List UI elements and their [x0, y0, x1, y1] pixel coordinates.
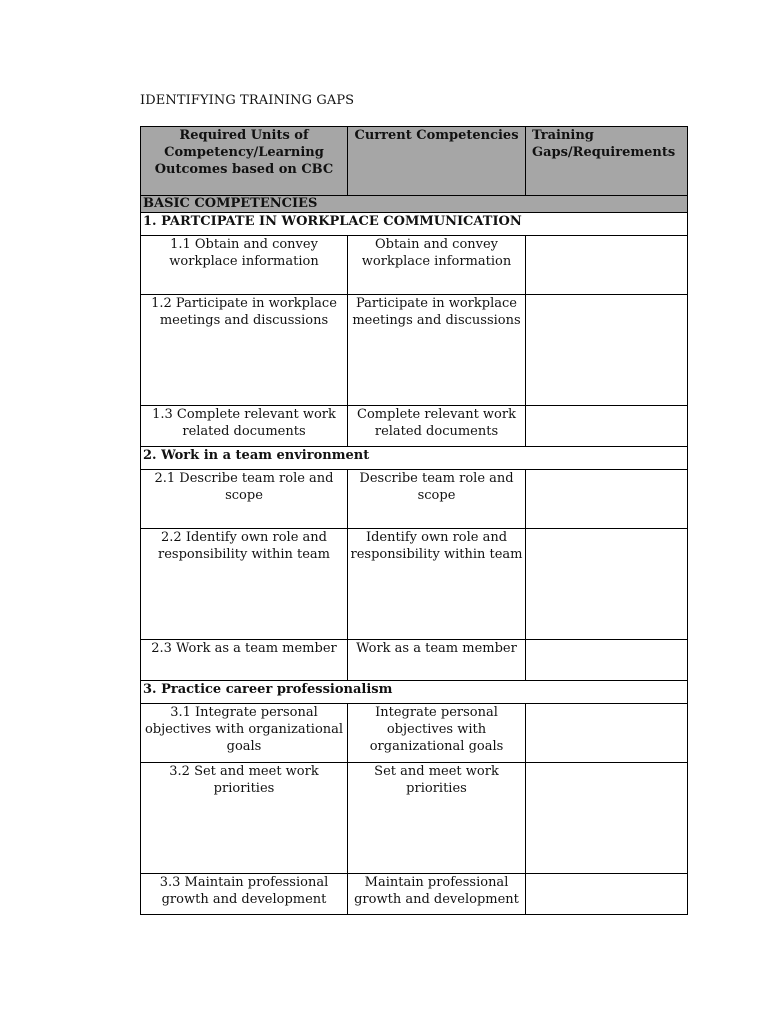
- gap-cell[interactable]: [526, 529, 688, 640]
- gap-cell[interactable]: [526, 704, 688, 763]
- basic-competencies-row: [141, 196, 688, 213]
- section-title: 2. Work in a team environment: [141, 447, 688, 470]
- table-row: [141, 529, 688, 640]
- header-row: [141, 127, 688, 196]
- table-row: [141, 640, 688, 681]
- table-row: [141, 874, 688, 915]
- current-cell: Maintain professional growth and development: [348, 874, 526, 915]
- required-cell: 3.2 Set and meet work priorities: [141, 763, 348, 874]
- section-row: [141, 213, 688, 236]
- current-cell: Identify own role and responsibility within team: [348, 529, 526, 640]
- section-row: [141, 681, 688, 704]
- header-current-competencies: Current Competencies: [348, 127, 526, 196]
- required-cell: 2.1 Describe team role and scope: [141, 470, 348, 529]
- required-cell: 2.3 Work as a team member: [141, 640, 348, 681]
- section-row: [141, 447, 688, 470]
- current-cell: Obtain and convey workplace information: [348, 236, 526, 295]
- header-training-gaps: Training Gaps/Requirements: [526, 127, 688, 196]
- training-gaps-table: [140, 126, 688, 915]
- current-cell: Integrate personal objectives with organizational goals: [348, 704, 526, 763]
- current-cell: Work as a team member: [348, 640, 526, 681]
- current-cell: Complete relevant work related documents: [348, 406, 526, 447]
- required-cell: 1.2 Participate in workplace meetings and discussions: [141, 295, 348, 406]
- gap-cell[interactable]: [526, 763, 688, 874]
- table-row: [141, 295, 688, 406]
- gap-cell[interactable]: [526, 874, 688, 915]
- gap-cell[interactable]: [526, 236, 688, 295]
- gap-cell[interactable]: [526, 295, 688, 406]
- table-row: [141, 236, 688, 295]
- section-title: 1. PARTCIPATE IN WORKPLACE COMMUNICATION: [141, 213, 688, 236]
- required-cell: 1.1 Obtain and convey workplace information: [141, 236, 348, 295]
- table-row: [141, 763, 688, 874]
- table-row: [141, 406, 688, 447]
- section-title: 3. Practice career professionalism: [141, 681, 688, 704]
- gap-cell[interactable]: [526, 470, 688, 529]
- table-row: [141, 704, 688, 763]
- current-cell: Describe team role and scope: [348, 470, 526, 529]
- gap-cell[interactable]: [526, 640, 688, 681]
- gap-cell[interactable]: [526, 406, 688, 447]
- table-row: [141, 470, 688, 529]
- document-title: IDENTIFYING TRAINING GAPS: [140, 93, 355, 108]
- required-cell: 1.3 Complete relevant work related documents: [141, 406, 348, 447]
- required-cell: 3.1 Integrate personal objectives with organizational goals: [141, 704, 348, 763]
- basic-competencies-label: BASIC COMPETENCIES: [141, 196, 688, 213]
- current-cell: Participate in workplace meetings and discussions: [348, 295, 526, 406]
- required-cell: 3.3 Maintain professional growth and development: [141, 874, 348, 915]
- current-cell: Set and meet work priorities: [348, 763, 526, 874]
- header-required-units: Required Units of Competency/Learning Outcomes based on CBC: [141, 127, 348, 196]
- required-cell: 2.2 Identify own role and responsibility within team: [141, 529, 348, 640]
